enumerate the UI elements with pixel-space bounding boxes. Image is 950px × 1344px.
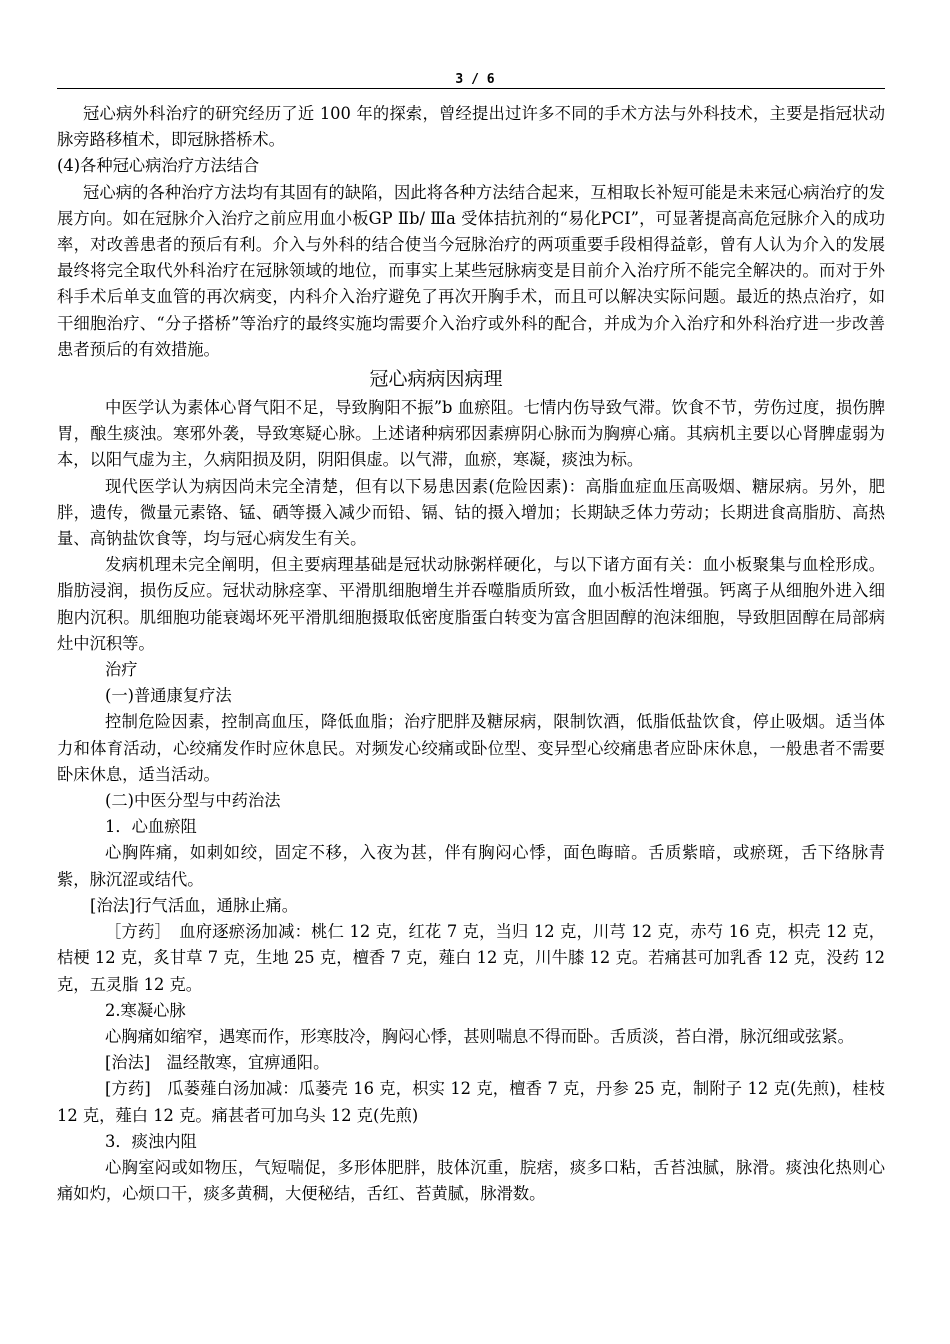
paragraph-combined: 冠心病的各种治疗方法均有其固有的缺陷，因此将各种方法结合起来，互相取长补短可能是未来冠心病治疗的发展方向。如在冠脉介入治疗之前应用血小板GP Ⅱb/ Ⅲa 受体拮抗剂的“易化PCI”，可显著提高高危冠脉介入的成功率，对改善患者的预后有利。介入与外科的结合使当今冠脉治疗的两项重要手段相得益彰，曾有人认为介入的发展最终将完全取代外科治疗在冠脉领域的地位，而事实上某些冠脉病变是目前介入治疗所不能完全解决的。而对于外科手术后单支血管的再次病变，内科介入治疗避免了再次开胸手术，而且可以解决实际问题。最近的热点治疗，如干细胞治疗、“分子搭桥”等治疗的最终实施均需要介入治疗或外科的配合，并成为介入治疗和外科治疗进一步改善患者预后的有效措施。 [57,182,885,359]
treatment-heading: 治疗 [105,660,138,680]
type3-heading: 3．痰浊内阻 [105,1131,197,1151]
tcm-heading: (二)中医分型与中药治法 [105,791,281,811]
type1-heading: 1．心血瘀阻 [105,817,197,837]
type1-prescription: ［方药］ 血府逐瘀汤加减：桃仁 12 克，红花 7 克，当归 12 克，川芎 12 克，赤芍 16 克，枳壳 12 克，桔梗 12 克，炙甘草 7 克，生地 25 克，檀香 7 克，薤白 12 克，川牛膝 12 克。若痛甚可加乳香 12 克，没药 12 克，五灵脂 12 克。 [57,922,885,994]
type3-symptoms: 心胸室闷或如物压，气短喘促，多形体肥胖，肢体沉重，脘痞，痰多口粘，舌苔浊腻，脉滑。痰浊化热则心痛如灼，心烦口干，痰多黄稠，大便秘结，舌红、苔黄腻，脉滑数。 [57,1157,885,1204]
paragraph-surgery: 冠心病外科治疗的研究经历了近 100 年的探索，曾经提出过许多不同的手术方法与外科技术，主要是指冠状动脉旁路移植术，即冠脉搭桥术。 [57,104,885,150]
type2-method: [治法] 温经散寒，宜痹通阳。 [105,1053,330,1073]
paragraph-tcm-etiology: 中医学认为素体心肾气阳不足，导致胸阳不振”b 血瘀阻。七情内伤导致气滞。饮食不节，劳伤过度，损伤脾胃，酿生痰浊。寒邪外袭，导致寒疑心脉。上述诸种病邪因素痹阴心脉而为胸痹心痛。其病机主要以心肾脾虚弱为本，以阳气虚为主，久病阳损及阴，阴阳俱虚。以气滞，血瘀，寒凝，痰浊为标。 [57,398,885,470]
section-combined-heading: (4)各种冠心病治疗方法结合 [57,156,260,176]
type2-prescription: [方药] 瓜蒌薤白汤加减：瓜蒌壳 16 克，枳实 12 克，檀香 7 克，丹参 25 克，制附子 12 克(先煎)，桂枝 12 克，薤白 12 克。痛甚者可加乌头 12 克(先煎) [57,1079,885,1125]
type1-symptoms: 心胸阵痛，如刺如绞，固定不移，入夜为甚，伴有胸闷心悸，面色晦暗。舌质紫暗，或瘀斑，舌下络脉青紫，脉沉涩或结代。 [57,843,885,889]
paragraph-pathogenesis: 发病机理未完全阐明，但主要病理基础是冠状动脉粥样硬化，与以下诸方面有关：血小板聚集与血栓形成。脂肪浸润，损伤反应。冠状动脉痉挛、平滑肌细胞增生并吞噬脂质所致，血小板活性增强。钙离子从细胞外进入细胞内沉积。肌细胞功能衰竭坏死平滑肌细胞摄取低密度脂蛋白转变为富含胆固醇的泡沫细胞，导致胆固醇在局部病灶中沉积等。 [57,555,885,653]
page-number: 3 / 6 [455,72,495,87]
type1-method: [治法]行气活血，通脉止痛。 [90,895,299,915]
paragraph-rehab: 控制危险因素，控制高血压，降低血脂；治疗肥胖及糖尿病，限制饮酒，低脂低盐饮食，停止吸烟。适当体力和体育活动，心绞痛发作时应休息民。对频发心绞痛或卧位型、变异型心绞痛患者应卧床休息，一般患者不需要卧床休息，适当活动。 [57,712,885,784]
section-title-etiology: 冠心病病因病理 [369,368,503,391]
type2-heading: 2.寒凝心脉 [105,1000,186,1020]
document-body [57,101,885,1207]
header-rule [57,88,885,89]
paragraph-modern-etiology: 现代医学认为病因尚未完全清楚，但有以下易患因素(危险因素)：高脂血症血压高吸烟、糖尿病。另外，肥胖，遗传，微量元素铬、锰、硒等摄入减少而铅、镉、钴的摄入增加；长期缺乏体力劳动；长期进食高脂肪、高热量、高钠盐饮食等，均与冠心病发生有关。 [57,476,885,549]
type2-symptoms: 心胸痛如缩窄，遇寒而作，形寒肢冷，胸闷心悸，甚则喘息不得而卧。舌质淡，苔白滑，脉沉细或弦紧。 [105,1026,854,1046]
rehab-heading: (一)普通康复疗法 [105,686,232,706]
